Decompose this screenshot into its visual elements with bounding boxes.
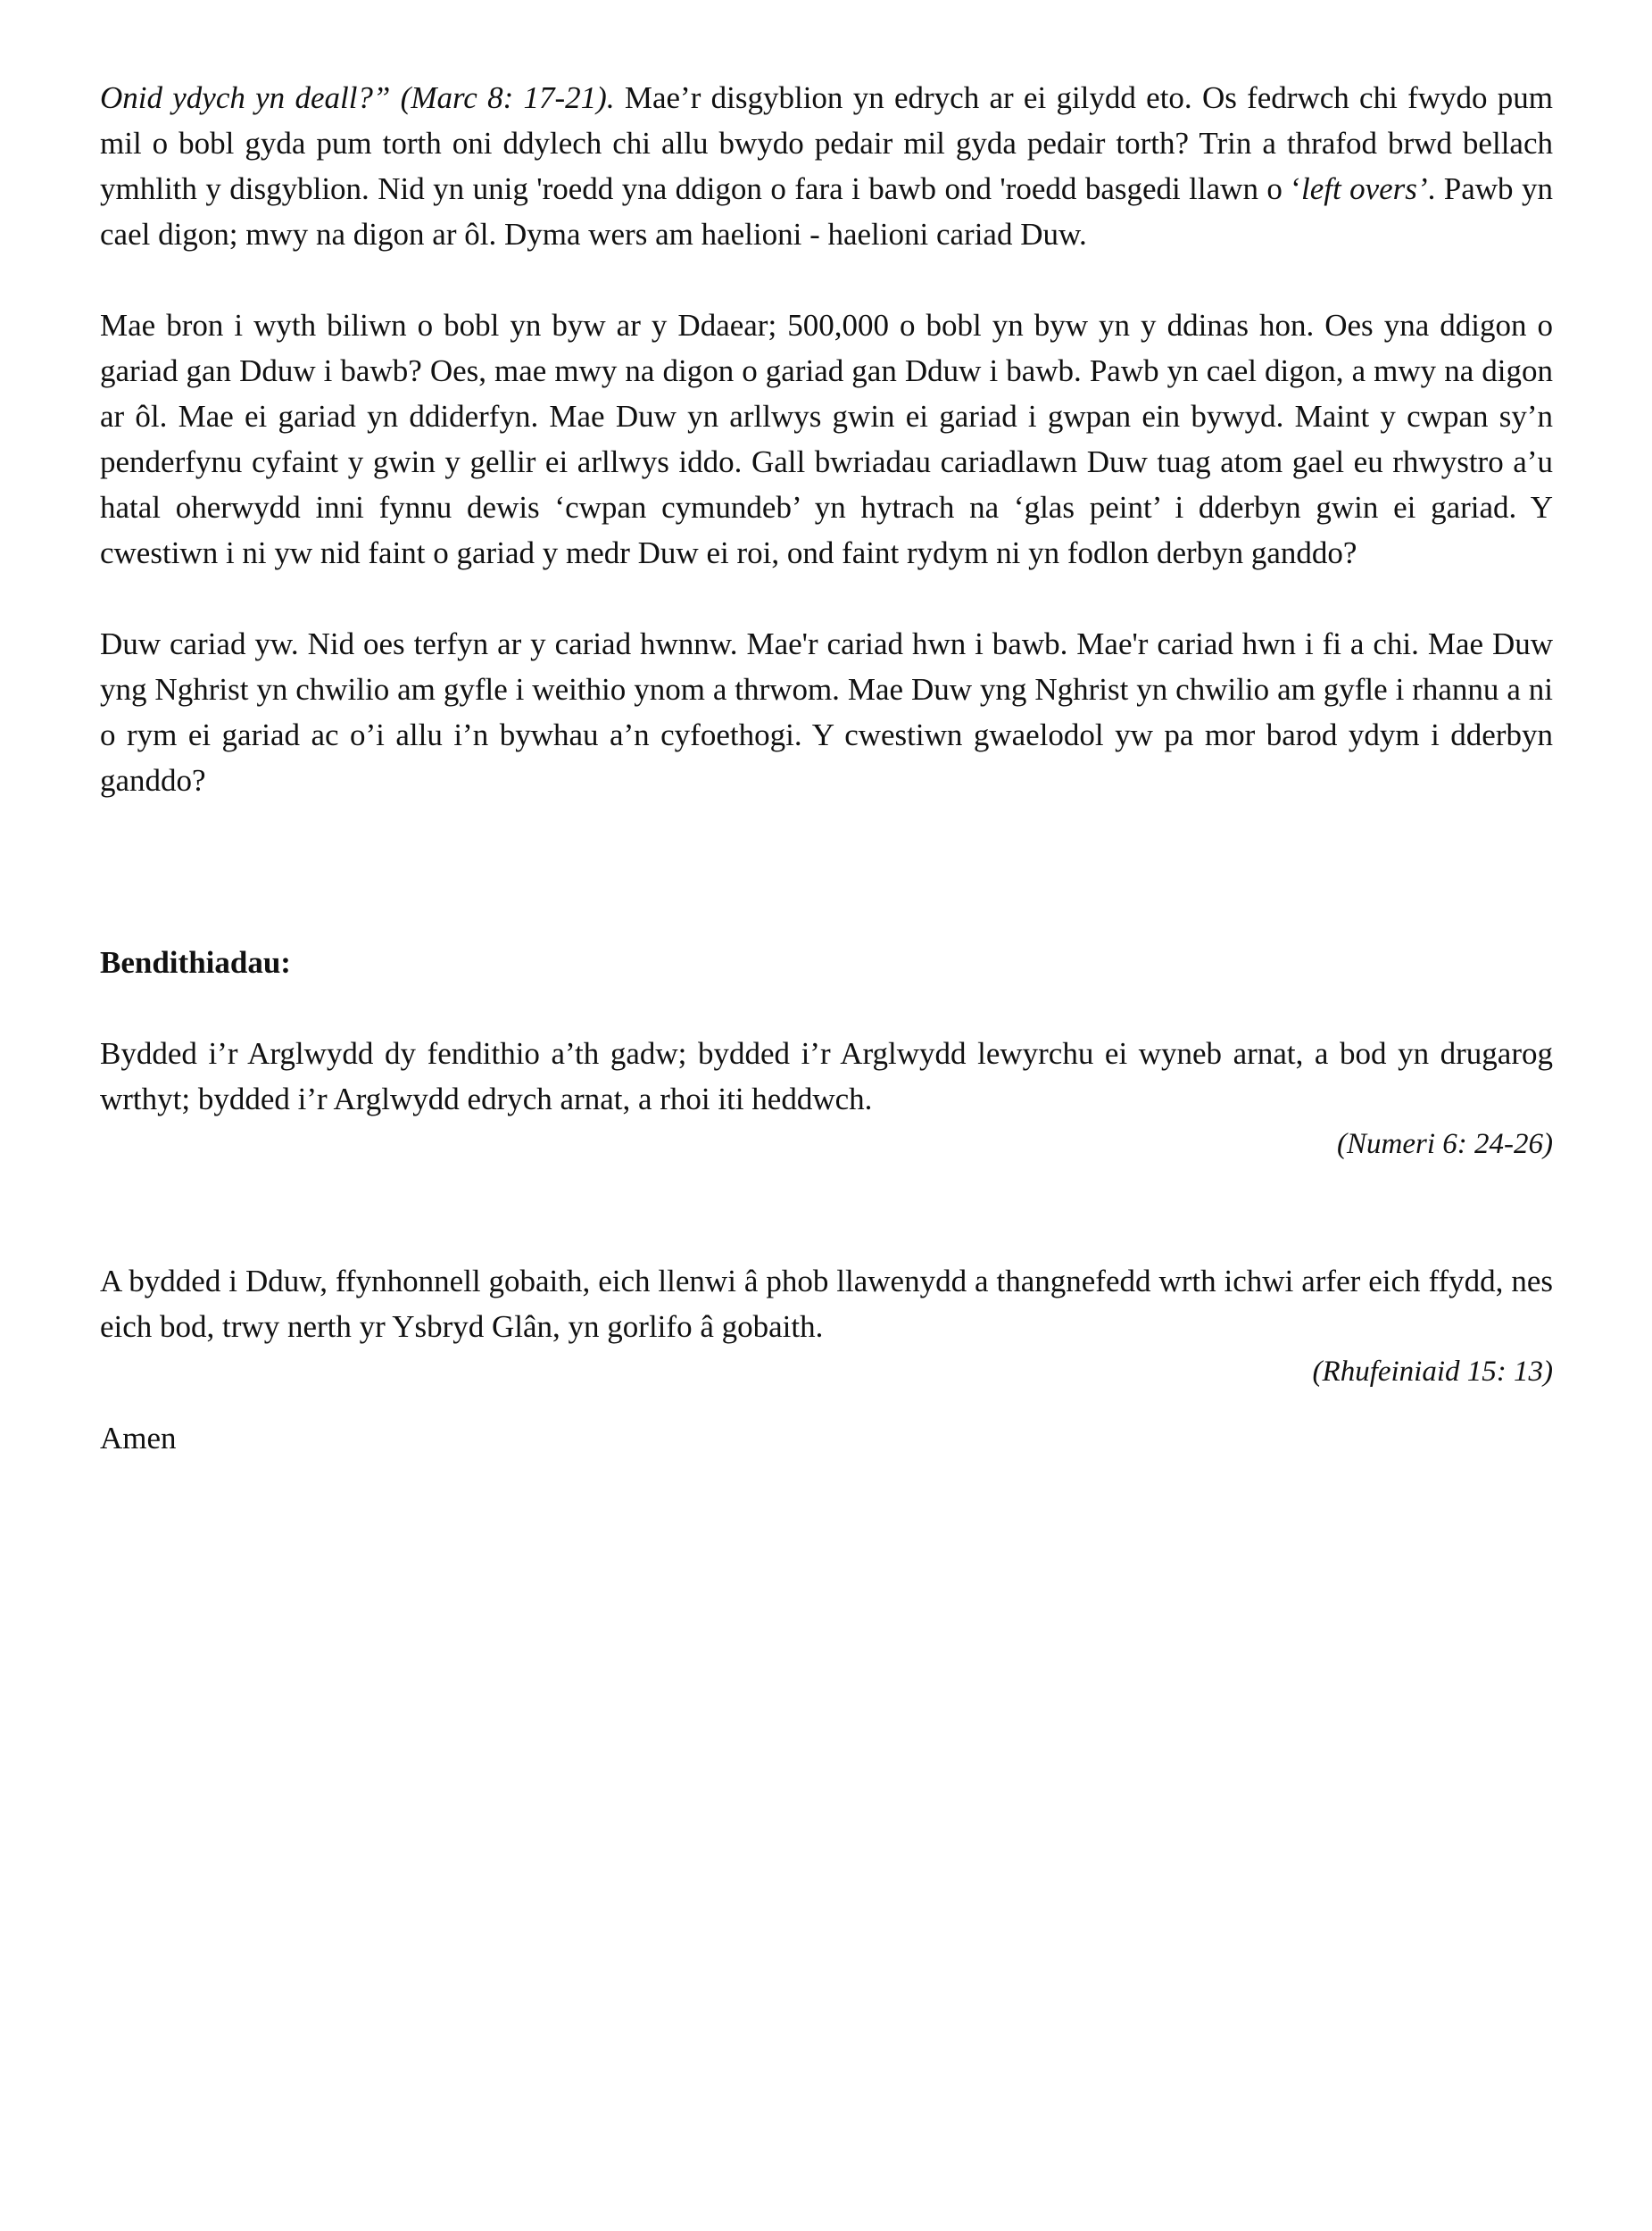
- paragraph-sermon-3: Duw cariad yw. Nid oes terfyn ar y cariad hwnnw. Mae'r cariad hwn i bawb. Mae'r cariad hwn i fi a chi. Mae Duw yng Nghrist yn chwilio am gyfle i weithio ynom a thrwom. Mae Duw yng Nghrist yn chwilio am gyfle i rhannu a ni o rym ei gariad ac o’i allu i’n bywhau a’n cyfoethogi. Y cwestiwn gwaelodol yw pa mor barod ydym i dderbyn ganddo?: [100, 626, 1553, 798]
- scripture-reference: (Numeri 6: 24-26): [1337, 1128, 1553, 1160]
- closing-amen: Amen: [100, 1421, 177, 1456]
- italic-phrase: left overs’: [1300, 171, 1428, 206]
- scripture-reference: (Rhufeiniaid 15: 13): [1312, 1356, 1553, 1388]
- paragraph-sermon-2: Mae bron i wyth biliwn o bobl yn byw ar y Ddaear; 500,000 o bobl yn byw yn y ddinas hon. Oes yna ddigon o gariad gan Dduw i bawb? Oes, mae mwy na digon o gariad gan Dduw i bawb. Pawb yn cael digon, a mwy na digon ar ôl. Mae ei gariad yn ddiderfyn. Mae Duw yn arllwys gwin ei gariad i gwpan ein bywyd. Maint y cwpan sy’n penderfynu cyfaint y gwin y gellir ei arllwys iddo. Gall bwriadau cariadlawn Duw tuag atom gael eu rhwystro a’u hatal oherwydd inni fynnu dewis ‘cwpan cymundeb’ yn hytrach na ‘glas peint’ i dderbyn gwin ei gariad. Y cwestiwn i ni yw nid faint o gariad y medr Duw ei roi, ond faint rydym ni yn fodlon derbyn ganddo?: [100, 308, 1553, 570]
- blessing-block-2: [100, 1258, 1553, 1395]
- section-heading: Bendithiadau:: [100, 945, 291, 980]
- blessing-text: Bydded i’r Arglwydd dy fendithio a’th gadw; bydded i’r Arglwydd lewyrchu ei wyneb arnat, a bod yn drugarog wrthyt; bydded i’r Arglwydd edrych arnat, a rhoi iti heddwch.: [100, 1036, 1553, 1116]
- blessing-block-1: [100, 1031, 1553, 1167]
- paragraph-text: . Pawb yn cael digon; mwy na digon ar ôl. Dyma wers am haelioni - haelioni cariad Duw.: [100, 171, 1553, 252]
- document-page: [100, 75, 1553, 1461]
- paragraph-sermon-1: [100, 75, 1553, 257]
- scripture-quote-italic: Onid ydych yn deall?” (Marc 8: 17-21).: [100, 80, 615, 115]
- paragraph-text: Mae’r disgyblion yn edrych ar ei gilydd eto. Os fedrwch chi fwydo pum mil o bobl gyda pum torth oni ddylech chi allu bwydo pedair mil gyda pedair torth? Trin a thrafod brwd bellach ymhlith y disgyblion. Nid yn unig 'roedd yna ddigon o fara i bawb ond 'roedd basgedi llawn o ‘: [100, 80, 1553, 206]
- blessing-text: A bydded i Dduw, ffynhonnell gobaith, eich llenwi â phob llawenydd a thangnefedd wrth ichwi arfer eich ffydd, nes eich bod, trwy nerth yr Ysbryd Glân, yn gorlifo â gobaith.: [100, 1264, 1553, 1344]
